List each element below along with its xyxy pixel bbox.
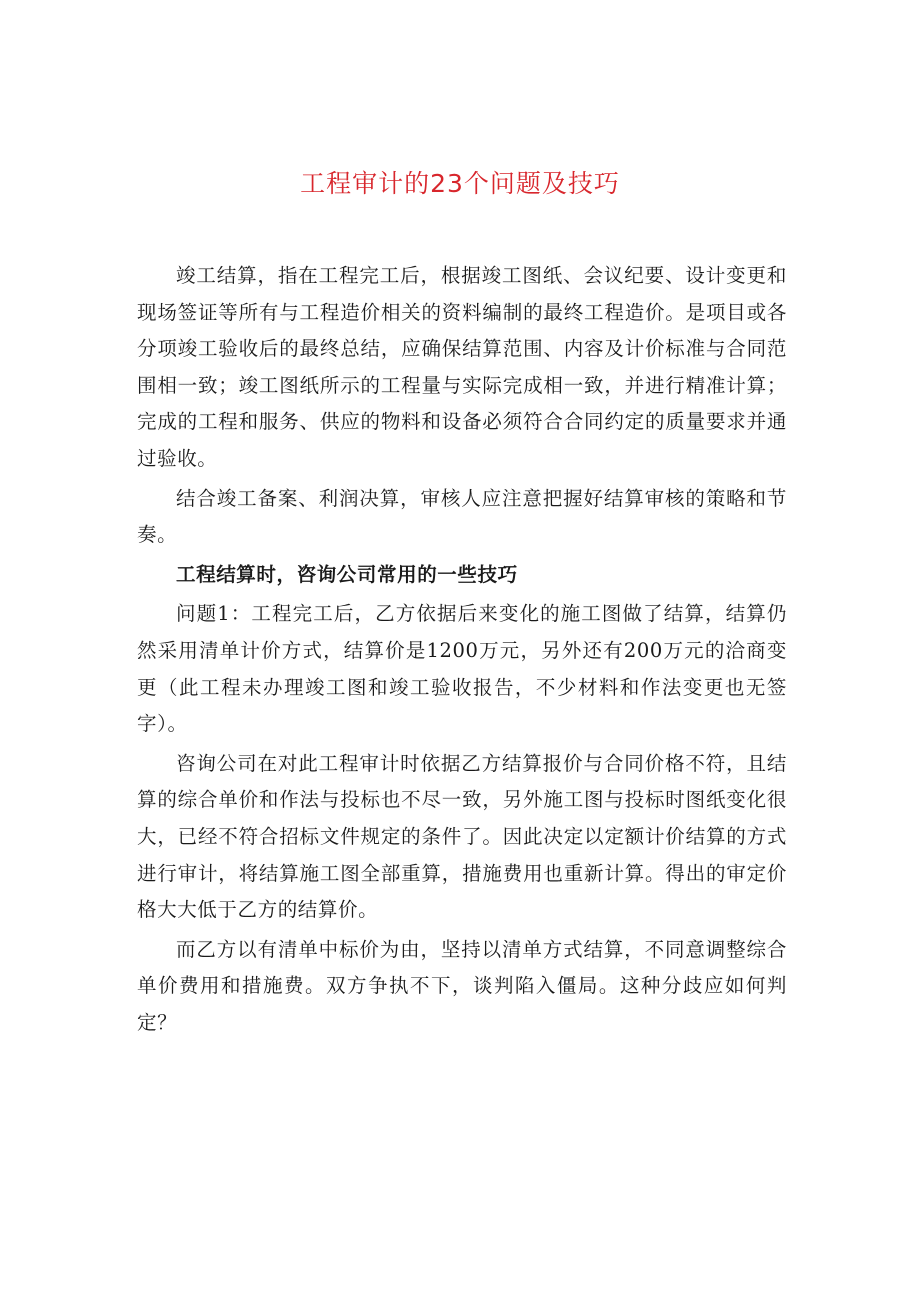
paragraph-dispute: 而乙方以有清单中标价为由，坚持以清单方式结算，不同意调整综合单价费用和措施费。双方争执不下，谈判陷入僵局。这种分歧应如何判定？ bbox=[137, 937, 787, 1034]
document-body bbox=[137, 258, 787, 1044]
paragraph-completion-settlement: 竣工结算，指在工程完工后，根据竣工图纸、会议纪要、设计变更和现场签证等所有与工程造价相关的资料编制的最终工程造价。是项目或各分项竣工验收后的最终总结，应确保结算范围、内容及计价标准与合同范围相一致；竣工图纸所示的工程量与实际完成相一致，并进行精准计算；完成的工程和服务、供应的物料和设备必须符合合同约定的质量要求并通过验收。 bbox=[137, 264, 787, 470]
document-title: 工程审计的23个问题及技巧 bbox=[300, 169, 620, 198]
paragraph-question-1: 问题1：工程完工后，乙方依据后来变化的施工图做了结算，结算仍然采用清单计价方式，结算价是1200万元，另外还有200万元的洽商变更（此工程未办理竣工图和竣工验收报告，不少材料和作法变更也无签字）。 bbox=[137, 602, 787, 736]
paragraph-audit-strategy: 结合竣工备案、利润决算，审核人应注意把握好结算审核的策略和节奏。 bbox=[137, 486, 787, 547]
section-heading: 工程结算时，咨询公司常用的一些技巧 bbox=[176, 562, 518, 586]
paragraph-consultant-audit: 咨询公司在对此工程审计时依据乙方结算报价与合同价格不符，且结算的综合单价和作法与投标也不尽一致，另外施工图与投标时图纸变化很大，已经不符合招标文件规定的条件了。因此决定以定额计价结算的方式进行审计，将结算施工图全部重算，措施费用也重新计算。得出的审定价格大大低于乙方的结算价。 bbox=[137, 751, 787, 922]
